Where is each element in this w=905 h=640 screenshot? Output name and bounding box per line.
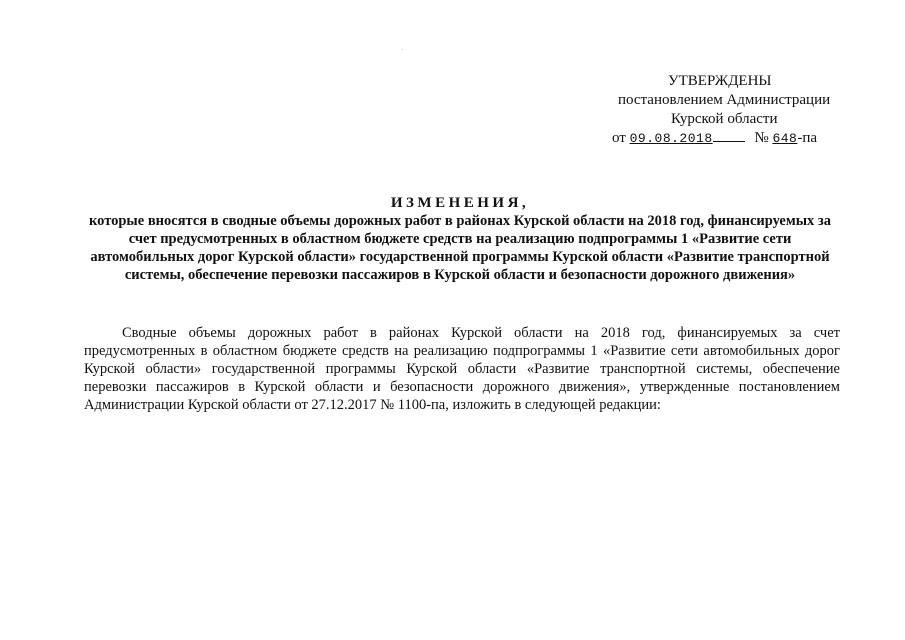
changes-heading <box>80 194 840 284</box>
approval-date-number-line <box>600 129 860 148</box>
number-prefix: № <box>754 130 769 146</box>
date-blank-line <box>713 129 745 142</box>
approval-date: 09.08.2018 <box>629 131 713 146</box>
scan-speck <box>402 49 403 50</box>
heading-title: ИЗМЕНЕНИЯ, <box>390 195 530 211</box>
body-paragraph: Сводные объемы дорожных работ в районах Курской области на 2018 год, финансируемых за счет предусмотренных в областном бюджете средств на реализацию подпрограммы 1 «Развитие сети автомобильных дорог Курской области» государственной программы Курской области «Развитие транспортной системы, обеспечение перевозки пассажиров в Курской области и безопасности дорожного движения», утвержденные постановлением Администрации Курской области от 27.12.2017 № 1100-па, изложить в следующей редакции: <box>84 325 840 413</box>
approval-line-resolution: постановлением Администрации <box>618 92 831 108</box>
number-suffix: -па <box>797 130 818 146</box>
approval-line-region: Курской области <box>671 111 778 127</box>
approval-number: 648 <box>772 131 798 146</box>
approval-title: УТВЕРЖДЕНЫ <box>668 73 772 89</box>
approval-stamp-block <box>600 72 860 148</box>
heading-subtitle: которые вносятся в сводные объемы дорожных работ в районах Курской области на 2018 год, финансируемых за счет предусмотренных в областном бюджете средств на реализацию подпрограммы 1 «Развитие сети автомобильных дорог Курской области» государственной программы Курской области «Развитие транспортной системы, обеспечение перевозки пассажиров в Курской области и безопасности дорожного движения» <box>88 213 832 283</box>
date-prefix: от <box>612 130 626 146</box>
